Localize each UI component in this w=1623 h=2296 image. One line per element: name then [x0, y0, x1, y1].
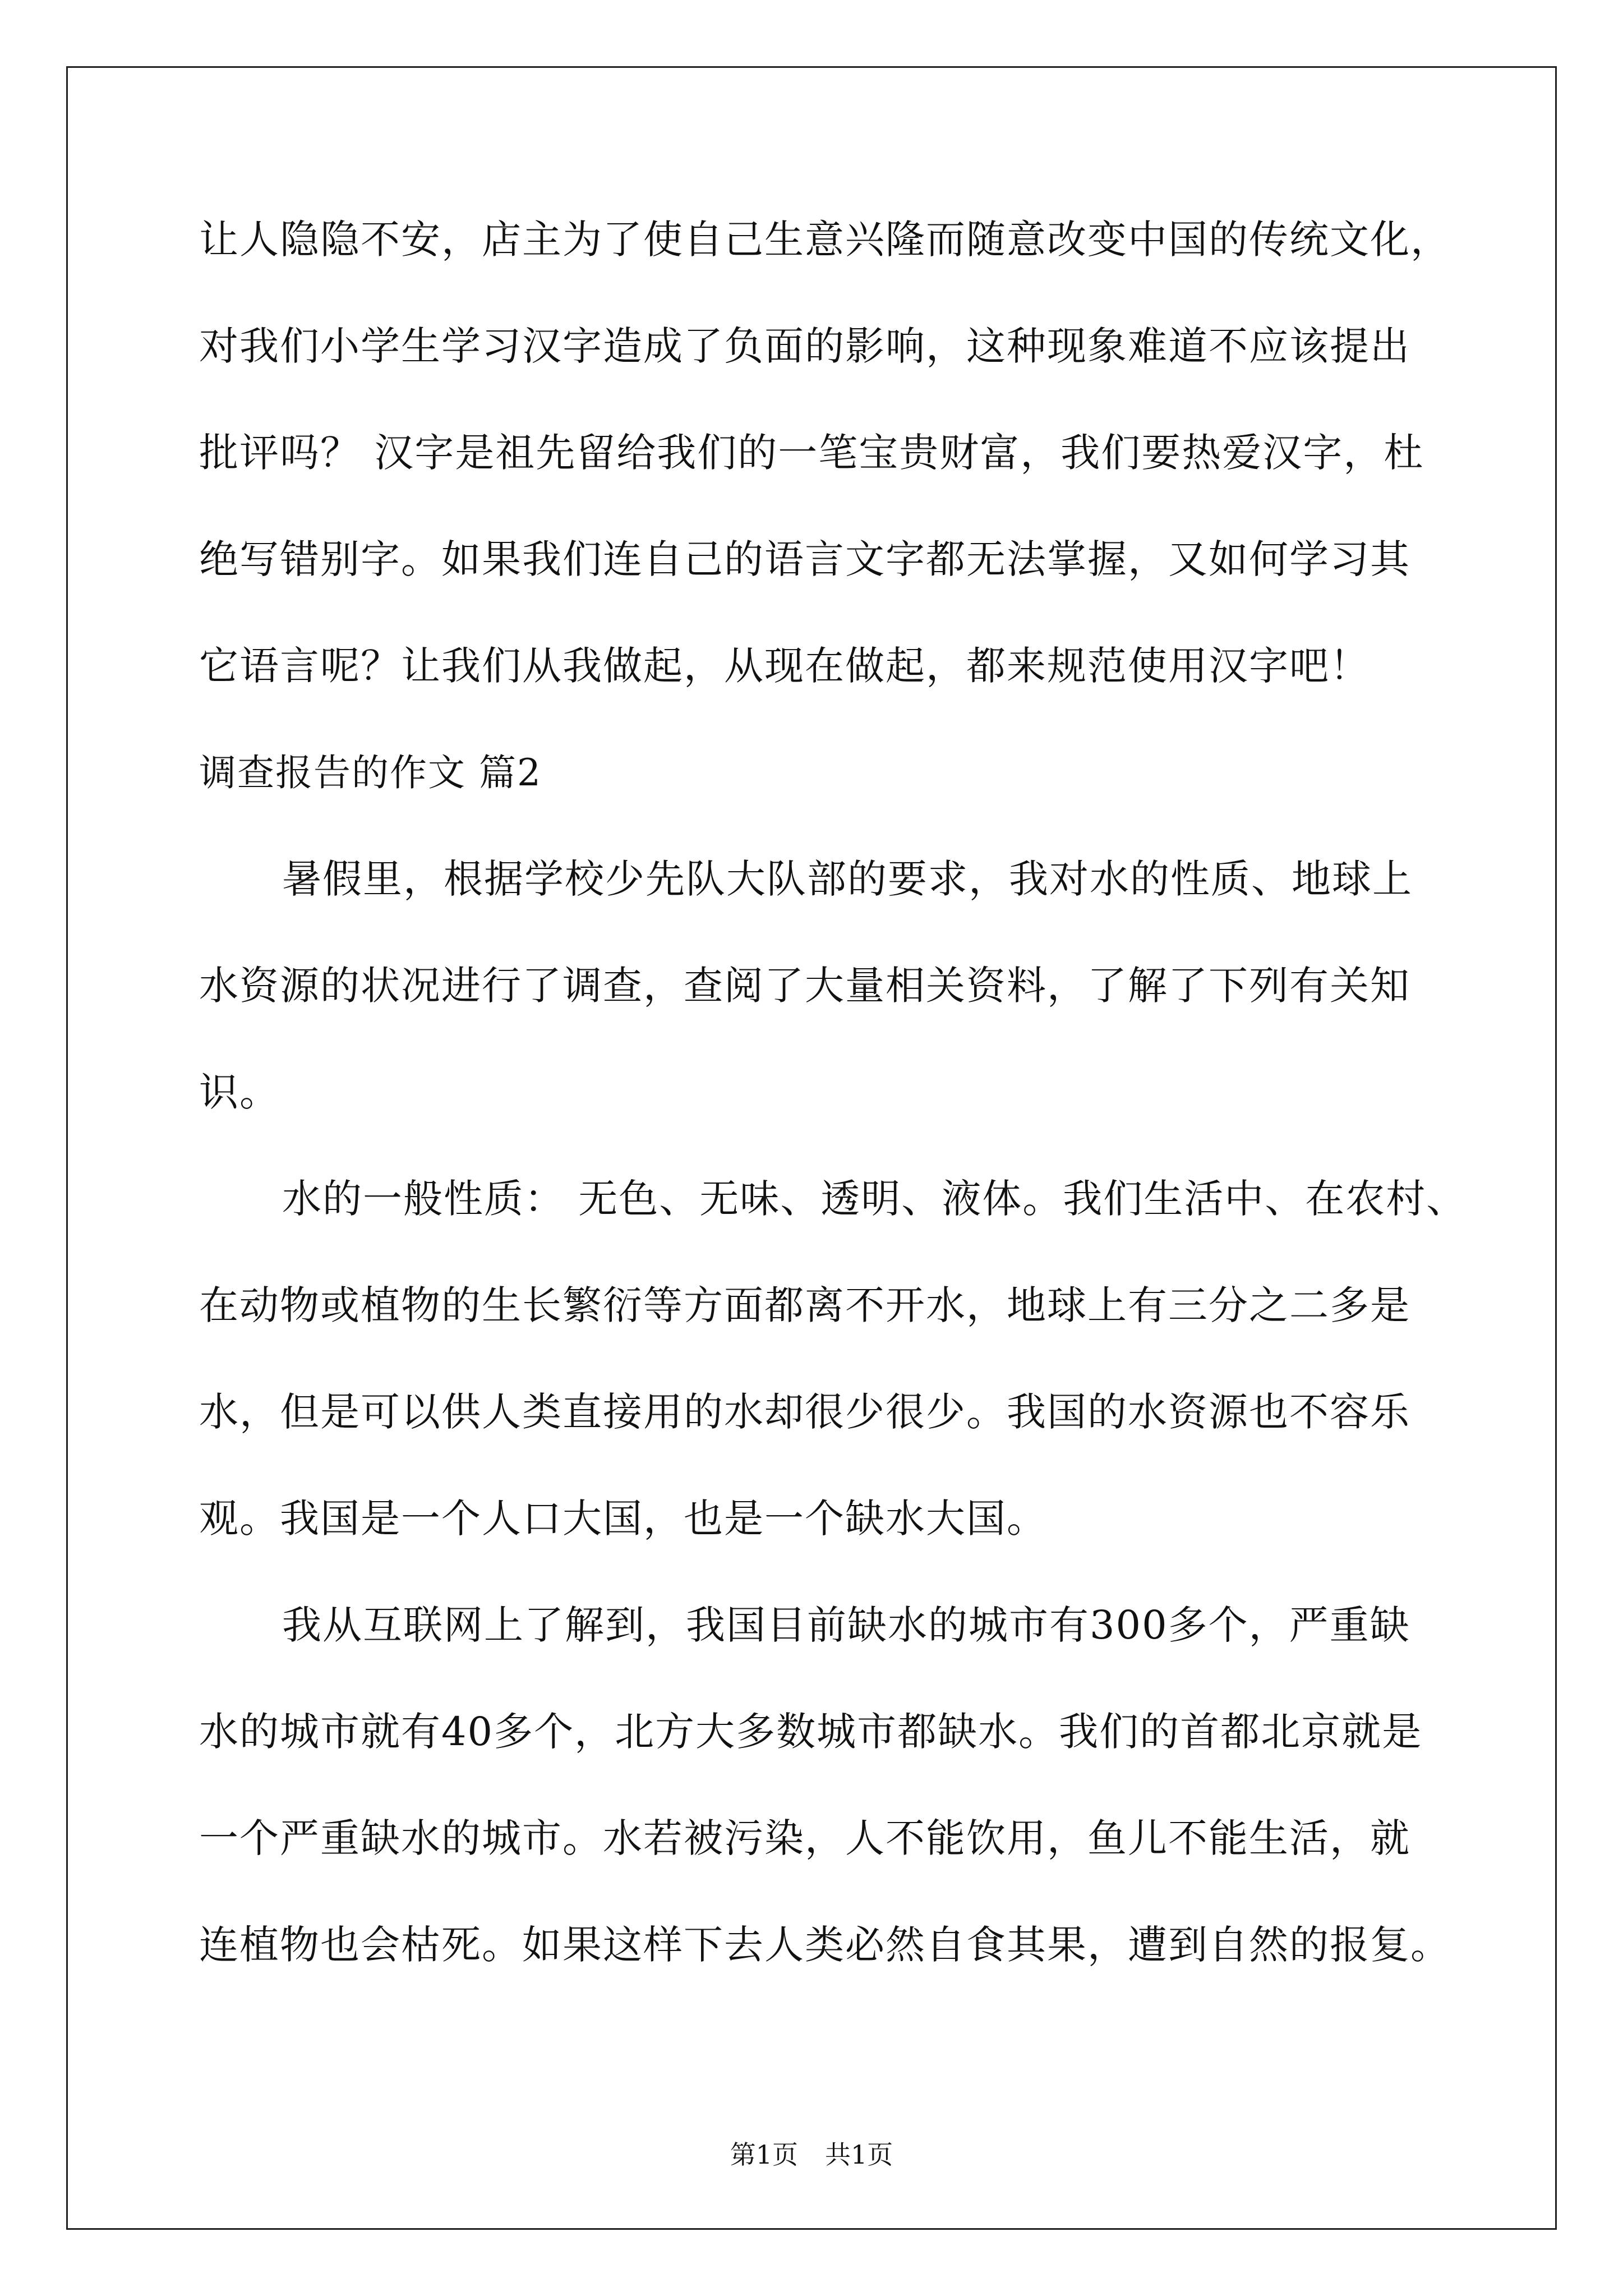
text-line: 让人隐隐不安，店主为了使自己生意兴隆而随意改变中国的传统文化， — [199, 217, 1451, 263]
text-line: 我从互联网上了解到，我国目前缺水的城市有300多个，严重缺 — [282, 1602, 1410, 1648]
section-heading: 调查报告的作文 篇2 — [199, 751, 542, 794]
page-number: 第1页 — [730, 2139, 798, 2170]
text-line: 绝写错别字。如果我们连自己的语言文字都无法掌握，又如何学习其 — [199, 536, 1410, 582]
document-body — [199, 213, 1467, 2025]
text-line: 水的一般性质： 无色、无味、透明、液体。我们生活中、在农村、 — [282, 1176, 1467, 1222]
text-line: 连植物也会枯死。如果这样下去人类必然自食其果，遭到自然的报复。 — [199, 1922, 1451, 1968]
page-total: 共1页 — [825, 2139, 893, 2170]
text-line: 对我们小学生学习汉字造成了负面的影响，这种现象难道不应该提出 — [199, 323, 1410, 369]
page-footer — [0, 2134, 1623, 2171]
text-line: 水，但是可以供人类直接用的水却很少很少。我国的水资源也不容乐 — [199, 1389, 1410, 1435]
text-line: 一个严重缺水的城市。水若被污染，人不能饮用，鱼儿不能生活，就 — [199, 1815, 1410, 1861]
text-line: 它语言呢？让我们从我做起，从现在做起，都来规范使用汉字吧！ — [199, 643, 1370, 689]
text-line: 在动物或植物的生长繁衍等方面都离不开水，地球上有三分之二多是 — [199, 1282, 1410, 1328]
text-line: 水资源的状况进行了调查，查阅了大量相关资料，了解了下列有关知 — [199, 963, 1410, 1009]
text-line: 批评吗？ 汉字是祖先留给我们的一笔宝贵财富，我们要热爱汉字，杜 — [199, 430, 1424, 476]
text-line: 观。我国是一个人口大国，也是一个缺水大国。 — [199, 1496, 1047, 1542]
text-line: 暑假里，根据学校少先队大队部的要求，我对水的性质、地球上 — [282, 856, 1413, 902]
text-line: 识。 — [199, 1069, 280, 1115]
text-line: 水的城市就有40多个，北方大多数城市都缺水。我们的首都北京就是 — [199, 1709, 1423, 1755]
